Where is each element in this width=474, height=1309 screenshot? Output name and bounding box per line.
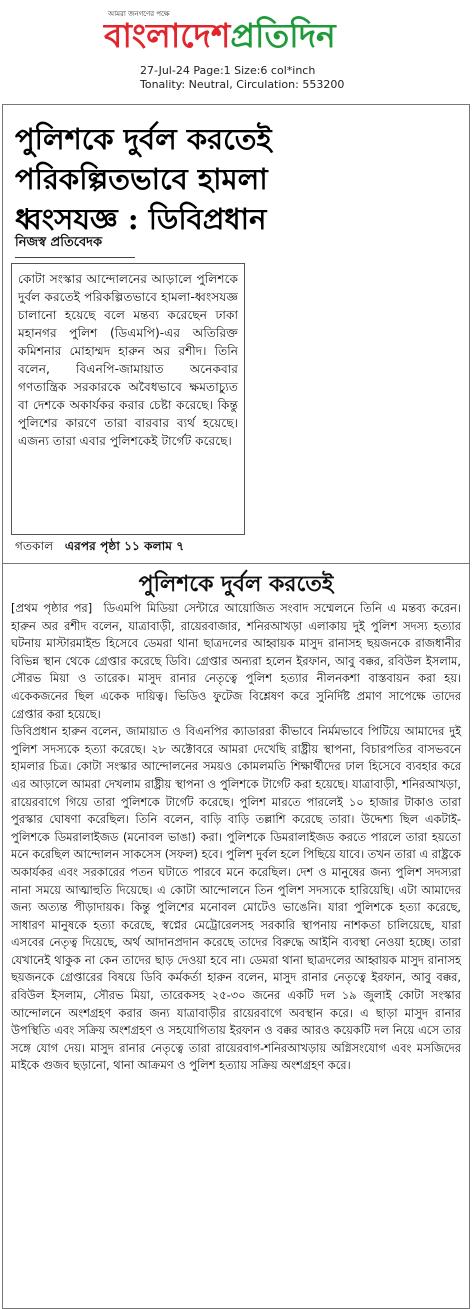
clipping-meta-line-2: Tonality: Neutral, Circulation: 553200: [140, 78, 345, 91]
byline: নিজস্ব প্রতিবেদক: [15, 233, 135, 258]
clipping-meta-line-1: 27-Jul-24 Page:1 Size:6 col*inch: [140, 64, 316, 77]
body-paragraph: [11, 600, 461, 723]
continued-on-page-note: এরপর পৃষ্ঠা ১১ কলাম ৭: [64, 539, 185, 553]
jump-prefix: গতকাল: [15, 539, 54, 553]
clipping-metadata: [140, 64, 344, 92]
intro-text: কোটা সংস্কার আন্দোলনের আড়ালে পুলিশকে দুর্বল করতেই পরিকল্পিতভাবে হামলা-ধ্বংসযজ্ঞ চালানো হয়েছে বলে মন্তব্য করেছেন ঢাকা মহানগর পুলিশ (ডিএমপি)-এর অতিরিক্ত কমিশনার মোহাম্মদ হারুন অর রশীদ। তিনি বলেন, বিএনপি-জামায়াত অনেকবার গণতান্ত্রিক সরকারকে অবৈধভাবে ক্ষমতাচ্যুত বা দেশকে অকার্যকর করার চেষ্টা করেছে। কিন্তু পুলিশের কারণে তারা বারবার ব্যর্থ হয়েছে। এজন্য তারা এবার পুলিশকেই টার্গেট করেছে।: [18, 272, 238, 448]
jump-line: [15, 537, 184, 555]
logo-word-bangladesh: বাংলাদেশ: [104, 16, 231, 55]
masthead-tagline: আমরা জনগণের পক্ষে: [108, 10, 170, 18]
headline-line-2: পরিকল্পিতভাবে হামলা: [15, 162, 268, 196]
masthead: [0, 0, 474, 60]
logo-word-protidin: প্রতিদিন: [230, 16, 336, 55]
intro-paragraph: [11, 263, 245, 535]
front-page-clipping: [2, 104, 470, 565]
headline-line-1: পুলিশকে দুর্বল করতেই: [15, 122, 272, 156]
continuation-headline: পুলিশকে দুর্বল করতেই: [138, 571, 334, 597]
continuation-clipping: [2, 563, 470, 1309]
body-paragraph: [11, 723, 461, 1075]
paragraph-text: ডিএমপি মিডিয়া সেন্টারে আয়োজিত সংবাদ সম্মেলনে তিনি এ মন্তব্য করেন। হারুন অর রশীদ বলেন, যাত্রাবাড়ী, রায়েরবাজার, শনিরআখড়া এলাকায় দুই পুলিশ সদস্য হত্যার ঘটনায় মাস্টারমাইন্ড হিসেবে ডেমরা থানা ছাত্রদলের আহ্বায়ক মাসুদ রানাসহ ছয়জনকে রাজধানীর বিভিন্ন স্থান থেকে গ্রেপ্তার করেছে ডিবি। গ্রেপ্তার অন্যরা হলেন ইরফান, আবু বক্কর, রবিউল ইসলাম, সৌরভ মিয়া ও তারেক। মাসুদ রানার নেতৃত্বে পুলিশ হত্যার নীলনকশা বাস্তবায়ন করা হয়। একেকজনের ছিল একেক দায়িত্ব। ভিডিও ফুটেজ বিশ্লেষণ করে সুনির্দিষ্ট প্রমাণ সাপেক্ষে তাদের গ্রেপ্তার করা হয়েছে।: [11, 601, 461, 721]
headline-line-3: ধ্বংসযজ্ঞ : ডিবিপ্রধান: [15, 202, 267, 236]
continued-from-front-label: [প্রথম পৃষ্ঠার পর]: [11, 601, 93, 615]
newspaper-logo: [104, 14, 336, 58]
article-headline: [15, 119, 455, 239]
continuation-body: [11, 600, 461, 1075]
paragraph-text: ডিবিপ্রধান হারুন বলেন, জামায়াত ও বিএনপির ক্যাডাররা কীভাবে নির্মমভাবে পিটিয়ে আমাদের দুই পুলিশ সদস্যকে হত্যা করেছে। ২৮ অক্টোবরে আমরা দেখেছি রাষ্ট্রীয় স্থাপনা, বিচারপতির বাসভবনে হামলার চিত্র। কোটা সংস্কার আন্দোলনের সময়ও কোমলমতি শিক্ষার্থীদের ঢাল হিসেবে ব্যবহার করে এর আড়ালে আমরা দেখলাম রাষ্ট্রীয় স্থাপনা ও পুলিশকে টার্গেট করা হয়েছে। যাত্রাবাড়ী, শনিরআখড়া, রায়েরবাগে গিয়ে তারা পুলিশকে টার্গেট করেছে। পুলিশ মারতে পারলেই ১০ হাজার টাকাও তারা পুরস্কার ঘোষণা করেছিল। তিনি বলেন, বাড়ি বাড়ি তল্লাশি করেছে তারা। উদ্দেশ্য ছিল একটাই-পুলিশকে ডিমরালাইজড (মনোবল ভাঙা) করা। পুলিশকে ডিমরালাইজড করতে পারলে তারা হয়তো মনে করেছিল আন্দোলন সাকসেস (সফল) হবে। পুলিশ দুর্বল হলে পিছিয়ে যাবে। তখন তারা এ রাষ্ট্রকে অকার্যকর এবং সরকারের পতন ঘটাতে পারবে মনে করেছিল। দেশ ও মানুষের জন্য পুলিশ সদস্যরা নানা সময়ে আত্মাহুতি দিয়েছে। এ কোটা আন্দোলনে তিন পুলিশ সদস্যকে হারিয়েছি। এটা আমাদের জন্য অত্যন্ত পীড়াদায়ক। কিন্তু পুলিশের মনোবল মোটেও ভাঙেনি। যারা পুলিশকে হত্যা করেছে, সাধারণ মানুষকে হত্যা করেছে, স্বপ্নের মেট্রোরেলসহ সরকারি স্থাপনায় নাশকতা চালিয়েছে, যারা এসবের নেতৃত্ব দিয়েছে, অর্থ আদানপ্রদান করেছে তাদের বিরুদ্ধে আইনি ব্যবস্থা নেওয়া হচ্ছে। তারা যেখানেই থাকুক না কেন তাদের ছাড় দেওয়া হবে না। ডেমরা থানা ছাত্রদলের আহ্বায়ক মাসুদ রানাসহ ছয়জনকে গ্রেপ্তারের বিষয়ে ডিবি কর্মকর্তা হারুন বলেন, মাসুদ রানার নেতৃত্বে ইরফান, আবু বক্কর, রবিউল ইসলাম, সৌরভ মিয়া, তারেকসহ ২৫-৩০ জনের একটি দল ১৯ জুলাই কোটা সংস্কার আন্দোলনে অংশগ্রহণ করার জন্য যাত্রাবাড়ীর রায়েরবাগে অবস্থান করে। এ ছাড়া মাসুদ রানার উপস্থিতি এবং সক্রিয় অংশগ্রহণ ও সহযোগিতায় ইরফান ও বক্কর আরও কয়েকটি দল নিয়ে এসে তার সঙ্গে যোগ দেয়। মাসুদ রানার নেতৃত্বে তারা রায়েরবাগ-শনিরআখড়ায় অগ্নিসংযোগ এবং মসজিদের মাইকে গুজব ছড়ানো, থানা আক্রমণ ও পুলিশ হত্যায় সক্রিয় অংশগ্রহণ করে।: [11, 724, 461, 1073]
